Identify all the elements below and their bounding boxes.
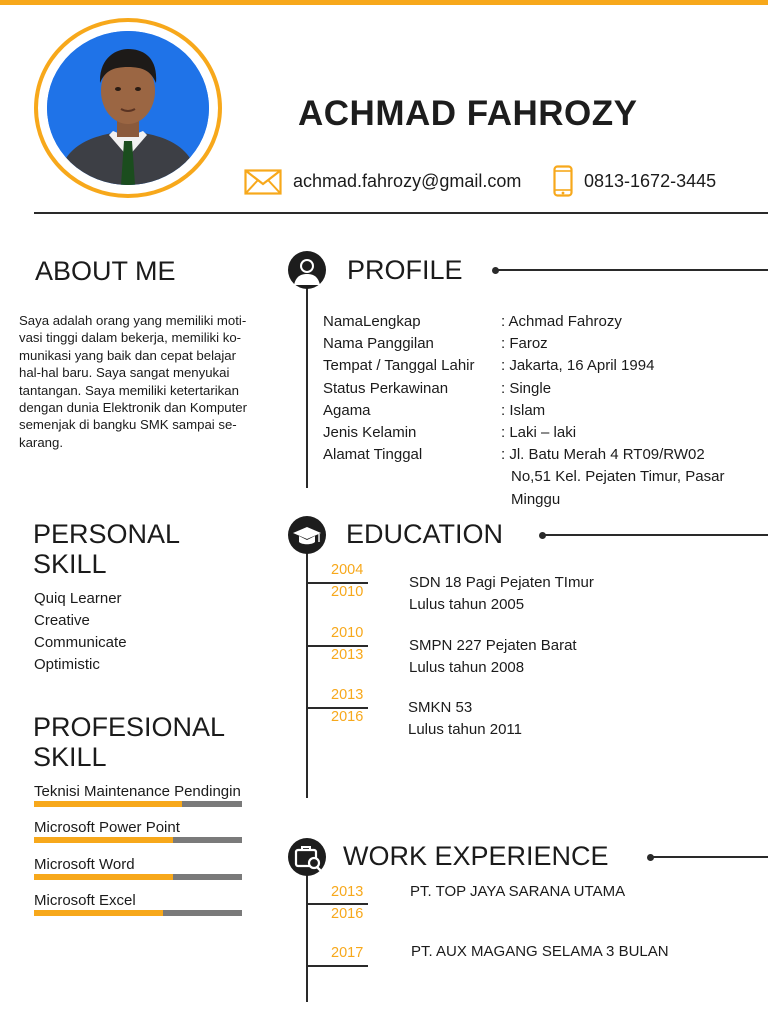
skill-bar-fill bbox=[34, 837, 173, 843]
profile-key: Status Perkawinan bbox=[323, 379, 449, 397]
profile-value bbox=[501, 400, 761, 422]
profile-value-line: : Jl. Batu Merah 4 RT09/RW02 bbox=[501, 446, 705, 464]
heading-line: SKILL bbox=[33, 549, 107, 579]
profile-table bbox=[323, 311, 761, 511]
skill-bar-row bbox=[34, 892, 244, 916]
envelope-icon bbox=[244, 169, 282, 195]
profile-value bbox=[501, 355, 761, 377]
profile-heading: PROFILE bbox=[347, 255, 463, 285]
personal-skill-item: Communicate bbox=[34, 634, 127, 651]
section-rule bbox=[543, 534, 768, 536]
profile-value bbox=[501, 311, 761, 333]
profile-value-line: : Islam bbox=[501, 401, 546, 419]
skill-bar-fill bbox=[34, 874, 173, 880]
about-line: munikasi yang baik dan cepat belajar bbox=[19, 347, 236, 363]
profile-row bbox=[323, 378, 761, 400]
education-year-from: 2013 bbox=[331, 687, 364, 703]
skill-label: Microsoft Power Point bbox=[34, 819, 180, 836]
profile-value bbox=[501, 444, 761, 511]
work-year-from: 2013 bbox=[331, 884, 364, 900]
personal-skill-item: Creative bbox=[34, 612, 90, 629]
personal-skill-item: Quiq Learner bbox=[34, 590, 122, 607]
personal-skill-list bbox=[34, 588, 127, 676]
year-divider bbox=[306, 903, 368, 905]
education-year-from: 2010 bbox=[331, 625, 364, 641]
profile-row bbox=[323, 444, 761, 511]
section-rule bbox=[496, 269, 768, 271]
section-rule bbox=[651, 856, 768, 858]
header-divider bbox=[34, 212, 768, 214]
heading-line: PROFESIONAL bbox=[33, 712, 226, 742]
education-entry bbox=[409, 635, 577, 679]
person-icon bbox=[288, 251, 326, 289]
skill-bar-track bbox=[34, 801, 242, 807]
phone-icon bbox=[553, 165, 573, 197]
education-year-from: 2004 bbox=[331, 562, 364, 578]
top-accent-bar bbox=[0, 0, 768, 5]
work-year-to: 2016 bbox=[331, 906, 364, 922]
about-heading: ABOUT ME bbox=[35, 256, 176, 286]
professional-skill-heading bbox=[33, 712, 225, 772]
skill-label: Microsoft Excel bbox=[34, 892, 136, 909]
graduation-note: Lulus tahun 2005 bbox=[409, 596, 525, 613]
profile-value-line: : Achmad Fahrozy bbox=[501, 313, 622, 330]
about-line: semenjak di bangku SMK sampai se- bbox=[19, 417, 237, 433]
graduation-note: Lulus tahun 2011 bbox=[408, 721, 522, 738]
work-experience-heading: WORK EXPERIENCE bbox=[343, 841, 609, 871]
profile-key: NamaLengkap bbox=[323, 313, 421, 330]
skill-bar-fill bbox=[34, 801, 182, 807]
graduation-note: Lulus tahun 2008 bbox=[409, 659, 525, 676]
profile-value-line: : Jakarta, 16 April 1994 bbox=[501, 357, 655, 375]
education-timeline-line bbox=[306, 550, 308, 798]
skill-bar-row bbox=[34, 783, 244, 807]
profile-value bbox=[501, 333, 761, 355]
graduation-cap-icon bbox=[288, 516, 326, 554]
work-year-from: 2017 bbox=[331, 945, 364, 961]
profile-row bbox=[323, 422, 761, 444]
skill-bar-track bbox=[34, 910, 242, 916]
about-line: dengan dunia Elektronik dan Komputer bbox=[19, 400, 248, 416]
profile-value-line: No,51 Kel. Pejaten Timur, Pasar bbox=[511, 468, 725, 486]
heading-line: SKILL bbox=[33, 742, 107, 772]
profile-value bbox=[501, 422, 761, 444]
work-entry: PT. AUX MAGANG SELAMA 3 BULAN bbox=[411, 943, 669, 960]
profile-value-line: Minggu bbox=[511, 490, 561, 508]
skill-label: Microsoft Word bbox=[34, 856, 135, 873]
profile-key: Jenis Kelamin bbox=[323, 424, 417, 442]
school-name: SMKN 53 bbox=[408, 699, 473, 716]
school-name: SDN 18 Pagi Pejaten TImur bbox=[409, 574, 594, 591]
profile-key: Agama bbox=[323, 401, 371, 419]
year-divider bbox=[306, 965, 368, 967]
school-name: SMPN 227 Pejaten Barat bbox=[409, 637, 577, 654]
education-year-to: 2010 bbox=[331, 584, 364, 600]
skill-bar-fill bbox=[34, 910, 163, 916]
phone-number[interactable]: 0813-1672-3445 bbox=[584, 171, 717, 191]
skill-bar-track bbox=[34, 874, 242, 880]
about-paragraph bbox=[19, 312, 285, 451]
profile-row bbox=[323, 400, 761, 422]
education-year-to: 2016 bbox=[331, 709, 364, 725]
profile-row bbox=[323, 333, 761, 355]
about-line: tantangan. Saya memiliki ketertarikan bbox=[19, 382, 239, 398]
skill-bar-row bbox=[34, 819, 244, 843]
skill-label: Teknisi Maintenance Pendingin bbox=[34, 783, 241, 800]
avatar-frame bbox=[34, 18, 222, 198]
profile-value-line: : Laki – laki bbox=[501, 424, 577, 442]
about-line: vasi tinggi dalam bekerja, memiliki ko- bbox=[19, 330, 242, 346]
about-line: hal-hal baru. Saya sangat menyukai bbox=[19, 365, 230, 381]
email-link[interactable]: achmad.fahrozy@gmail.com bbox=[293, 171, 522, 191]
skill-bar-row bbox=[34, 856, 244, 880]
profile-key: Alamat Tinggal bbox=[323, 446, 423, 464]
heading-line: PERSONAL bbox=[33, 519, 181, 549]
education-year-to: 2013 bbox=[331, 647, 364, 663]
profile-value-line: : Single bbox=[501, 379, 552, 397]
profile-row bbox=[323, 355, 761, 377]
education-heading: EDUCATION bbox=[346, 519, 504, 549]
profile-key: Nama Panggilan bbox=[323, 335, 434, 353]
education-entry bbox=[408, 697, 522, 741]
personal-skill-item: Optimistic bbox=[34, 656, 100, 673]
profile-value-line: : Faroz bbox=[501, 335, 548, 353]
profile-row bbox=[323, 311, 761, 333]
profile-value bbox=[501, 378, 761, 400]
work-timeline-line bbox=[306, 872, 308, 1002]
briefcase-search-icon bbox=[288, 838, 326, 876]
avatar bbox=[47, 31, 209, 185]
work-entry: PT. TOP JAYA SARANA UTAMA bbox=[410, 883, 626, 900]
skill-bar-track bbox=[34, 837, 242, 843]
profile-timeline-line bbox=[306, 285, 308, 488]
about-line: karang. bbox=[19, 434, 63, 450]
profile-key: Tempat / Tanggal Lahir bbox=[323, 357, 475, 375]
about-line: Saya adalah orang yang memiliki moti- bbox=[19, 313, 247, 328]
full-name-heading: ACHMAD FAHROZY bbox=[298, 94, 638, 133]
personal-skill-heading bbox=[33, 519, 180, 579]
education-entry bbox=[409, 572, 594, 616]
